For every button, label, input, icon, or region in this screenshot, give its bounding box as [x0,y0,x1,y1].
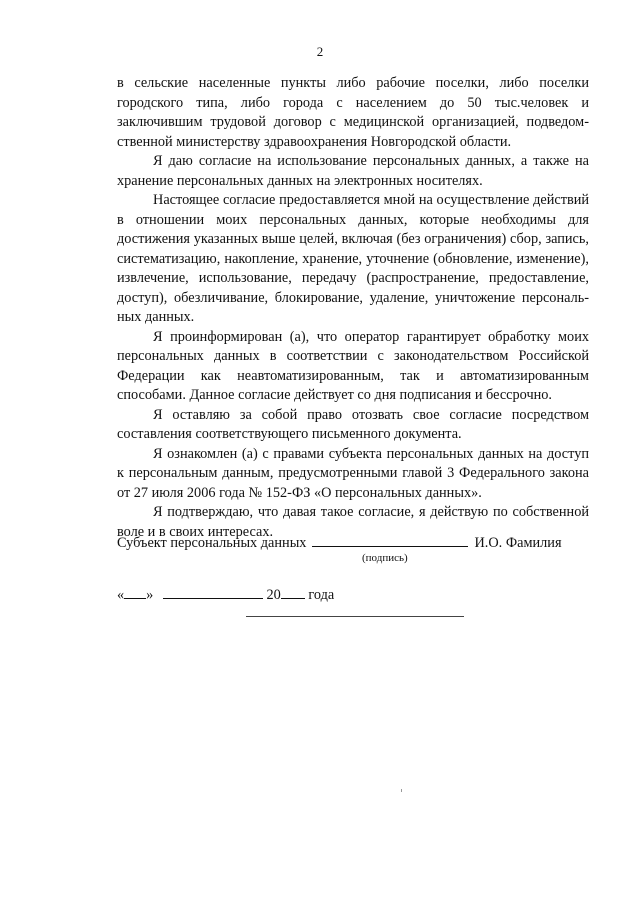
signature-name: И.О. Фамилия [474,535,562,551]
signature-label: Субъект персональных данных [117,535,307,551]
year-suffix: года [308,587,335,603]
horizontal-rule [246,616,464,617]
date-close-quote: » [146,587,154,603]
paragraph-informed: Я проинформирован (а), что оператор гарантирует обработку моих персональных данных в соответствии с законодательством Российской Федерации как неавтоматизированным, так и автоматизированным способами. Данное согласие действует со дня подписания и бессрочно. [117,328,589,403]
page-number: 2 [316,44,324,59]
year-prefix: 20 [266,587,281,603]
signature-line[interactable] [312,532,468,547]
month-blank[interactable] [163,584,263,599]
paragraph-revoke: Я оставляю за собой право отозвать свое согласие посредством составления соответствующего письменного документа. [117,406,589,442]
signature-row [117,532,597,552]
paragraph-confirm: Я подтверждаю, что давая такое согласие, я действую по собственной воле и в своих интересах. [117,504,589,540]
document-body [117,74,589,542]
date-row [117,584,334,604]
day-blank[interactable] [124,584,146,599]
paragraph-consent-actions: Настоящее согласие предоставляется мной на осуществление действий в отношении моих персональных данных, которые необходимы для достижения указанных выше целей, включая (без ограничения) сбор, запись, систематизацию, накопление, хранение, уточнение (обновление, изменение), извлечение, использование, передачу (распространение, предоставление, доступ), обезличивание, блокирование, удаление, уничтожение персональ-ных данных. [117,192,589,325]
scan-speck [401,789,402,792]
paragraph-rights: Я ознакомлен (а) с правами субъекта персональных данных на доступ к персональным данным, предусмотренными главой 3 Федерального закона от 27 июля 2006 года № 152-ФЗ «О персональных данных». [117,445,589,501]
date-open-quote: « [117,587,125,603]
paragraph-consent-storage: Я даю согласие на использование персональных данных, а также на хранение персональных данных на электронных носителях. [117,153,589,189]
year-blank[interactable] [281,584,305,599]
signature-caption: (подпись) [362,552,408,564]
paragraph-continuation: в сельские населенные пункты либо рабочие поселки, либо поселки городского типа, либо города с населением до 50 тыс.человек и заключившим трудовой договор с медицинской организацией, подведом-ственной министерству здравоохранения Новгородской области. [117,75,589,150]
